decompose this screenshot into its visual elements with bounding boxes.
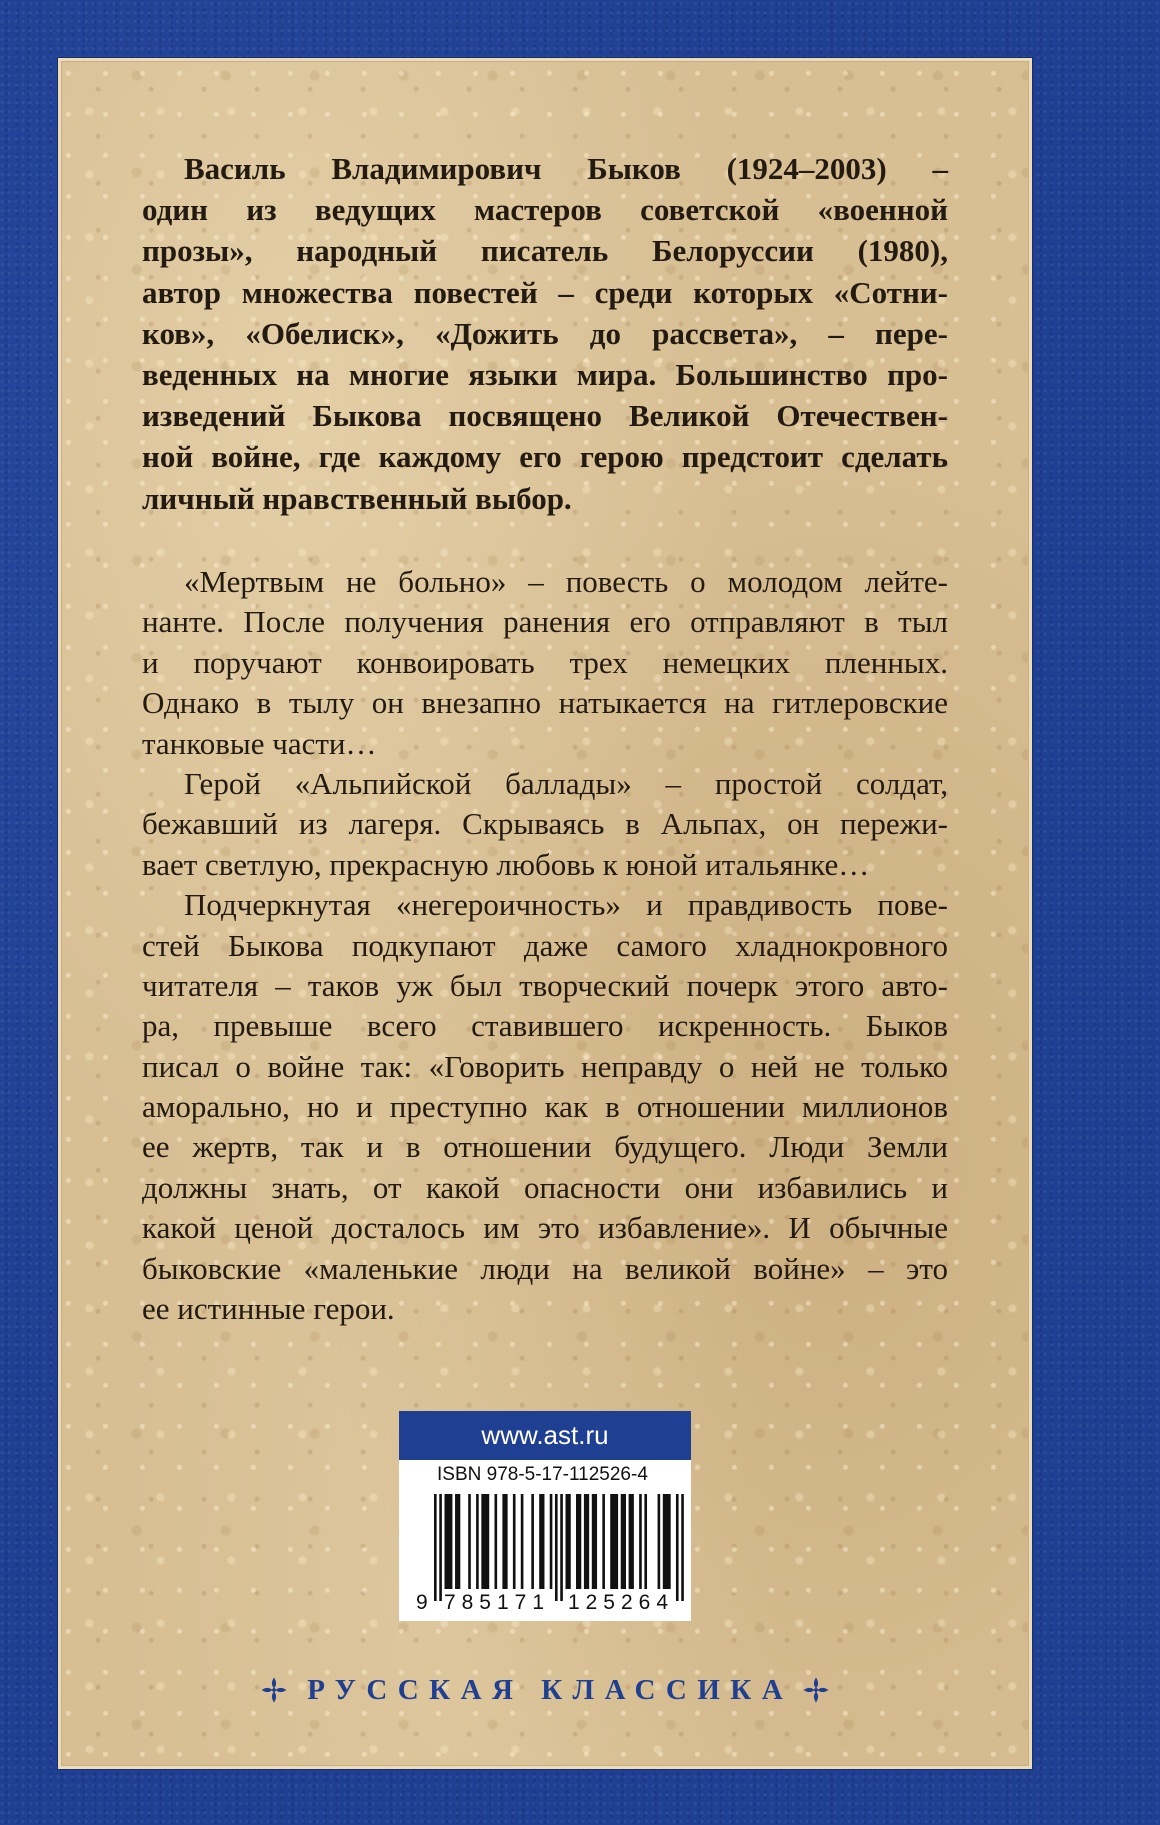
barcode-box — [399, 1411, 691, 1621]
annotation-line: быковские «маленькие люди на великой войне» – это — [142, 1250, 948, 1286]
barcode-guard-bar — [676, 1494, 679, 1601]
barcode-bar — [639, 1494, 642, 1589]
annotation-line: ра, превыше всего ставившего искренность. Быков — [142, 1008, 948, 1044]
barcode-bar — [610, 1494, 618, 1589]
barcode-bar — [476, 1494, 479, 1589]
barcode-bar — [663, 1494, 671, 1589]
barcode-left-digits: 785171 — [443, 1591, 551, 1614]
bio-line: личный нравственный выбор. — [142, 480, 572, 516]
barcode-bar — [550, 1494, 553, 1589]
author-bio — [142, 148, 948, 519]
bio-line: веденных на многие языки мира. Большинство про- — [142, 356, 948, 392]
annotation-line: Однако в тылу он внезапно натыкается на гитлеровские — [142, 685, 948, 721]
ean13-barcode — [399, 1493, 691, 1601]
bio-line: ной войне, где каждому его герою предстоит сделать — [142, 439, 948, 475]
annotation-line: «Мертвым не больно» – повесть о молодом лейте- — [184, 564, 948, 599]
annotation-line: читателя – таков уж был творческий почерк этого авто- — [142, 967, 948, 1003]
barcode-right-digits: 125264 — [567, 1591, 675, 1614]
book-annotation — [142, 562, 948, 1329]
barcode-bar — [644, 1494, 647, 1589]
fleuron-icon — [261, 1677, 287, 1703]
series-title: РУССКАЯ КЛАССИКА — [307, 1674, 794, 1706]
annotation-line: стей Быкова подкупают даже самого хладнокровного — [142, 927, 948, 963]
barcode-bar — [576, 1494, 581, 1589]
annotation-line: ее истинные герои. — [142, 1291, 395, 1327]
barcode-bar — [592, 1494, 597, 1589]
isbn-label: ISBN 978-5-17-112526-4 — [437, 1464, 648, 1485]
annotation-line: ее жертв, так и в отношении будущего. Люди Земли — [142, 1129, 948, 1165]
annotation-line: и поручают конвоировать трех немецких пленных. — [142, 644, 948, 680]
barcode-bar — [566, 1494, 571, 1589]
annotation-line: аморально, но и преступно как в отношении миллионов — [142, 1089, 948, 1125]
bio-line: автор множества повестей – среди которых «Сотни- — [142, 274, 948, 310]
bio-line: прозы», народный писатель Белоруссии (1980), — [142, 233, 948, 269]
annotation-line: бежавший из лагеря. Скрываясь в Альпах, он пережи- — [142, 806, 948, 842]
barcode-first-digit: 9 — [416, 1591, 428, 1614]
bio-line: ков», «Обелиск», «Дожить до рассвета», – пере- — [142, 315, 948, 351]
annotation-line: Подчеркнутая «негероичность» и правдивость пове- — [184, 887, 948, 923]
barcode-bar — [521, 1494, 524, 1589]
bio-line: Василь Владимирович Быков (1924–2003) – — [184, 151, 948, 186]
barcode-bar — [494, 1494, 497, 1589]
annotation-line: танковые части… — [142, 725, 377, 761]
barcode-guard-bar — [560, 1494, 563, 1601]
barcode-guard-bar — [439, 1494, 442, 1601]
barcode-bar — [513, 1494, 516, 1589]
barcode-bar — [455, 1494, 460, 1589]
barcode-bar — [584, 1494, 589, 1589]
annotation-line: какой ценой досталось им это избавление». И обычные — [142, 1210, 948, 1246]
barcode-bar — [621, 1494, 626, 1589]
annotation-line: нанте. После получения ранения его отправляют в тыл — [142, 604, 948, 640]
barcode-bar — [502, 1494, 507, 1589]
barcode-bar — [531, 1494, 534, 1589]
barcode-guard-bar — [434, 1494, 437, 1601]
barcode-bar — [445, 1494, 453, 1589]
barcode-bar — [468, 1494, 471, 1589]
barcode-bar — [658, 1494, 661, 1589]
bio-line: один из ведущих мастеров советской «военной — [142, 192, 948, 228]
annotation-line: Герой «Альпийской баллады» – простой солдат, — [184, 765, 948, 801]
annotation-line: вает светлую, прекрасную любовь к юной итальянке… — [142, 846, 870, 882]
barcode-guard-bar — [681, 1494, 684, 1601]
annotation-line: писал о войне так: «Говорить неправду о ней не только — [142, 1048, 948, 1084]
bio-line: изведений Быкова посвящено Великой Отечествен- — [142, 398, 948, 434]
barcode-bar — [481, 1494, 489, 1589]
annotation-line: должны знать, от какой опасности они избавились и — [142, 1169, 948, 1205]
barcode-bar — [602, 1494, 605, 1589]
barcode-guard-bar — [555, 1494, 558, 1601]
fleuron-icon — [803, 1677, 829, 1703]
barcode-bar — [539, 1494, 544, 1589]
series-banner — [58, 1672, 1032, 1708]
publisher-website: www.ast.ru — [399, 1411, 691, 1460]
barcode-bar — [629, 1494, 634, 1589]
